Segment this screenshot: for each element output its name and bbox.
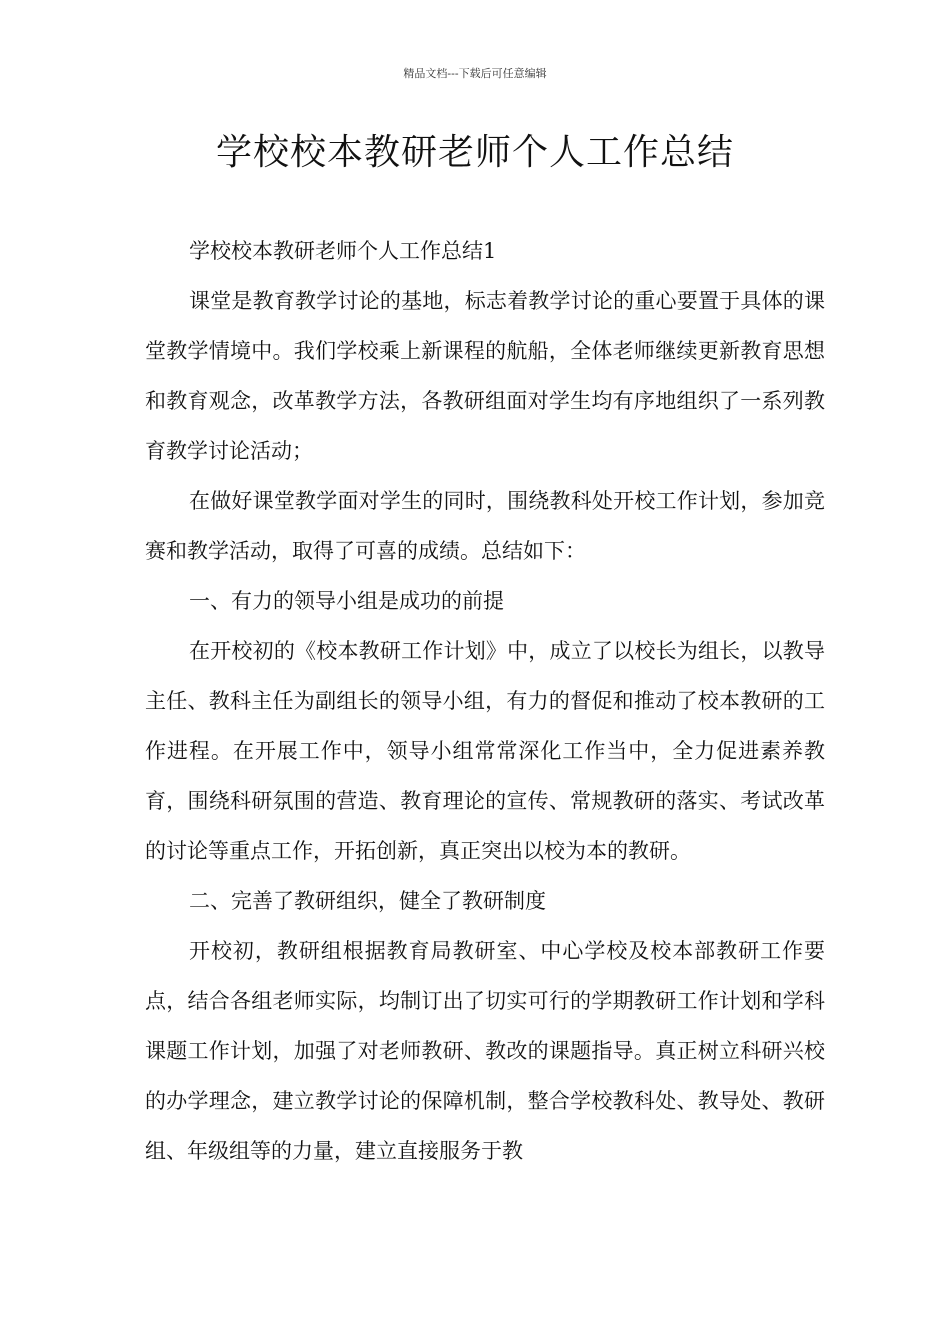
body-paragraph: 课堂是教育教学讨论的基地，标志着教学讨论的重心要置于具体的课堂教学情境中。我们学校乘上新课程的航船，全体老师继续更新教育思想和教育观念，改革教学方法，各教研组面对学生均有序地组织了一系列教育教学讨论活动； — [145, 289, 825, 463]
body-paragraph: 在做好课堂教学面对学生的同时，围绕教科处开校工作计划，参加竞赛和教学活动，取得了可喜的成绩。总结如下： — [145, 489, 825, 563]
document-title: 学校校本教研老师个人工作总结 — [215, 132, 734, 173]
body-paragraph: 开校初，教研组根据教育局教研室、中心学校及校本部教研工作要点，结合各组老师实际，均制订出了切实可行的学期教研工作计划和学科课题工作计划，加强了对老师教研、教改的课题指导。真正树立科研兴校的办学理念，建立教学讨论的保障机制，整合学校教科处、教导处、教研组、年级组等的力量，建立直接服务于教 — [145, 939, 825, 1163]
page-header-note: 精品文档---下载后可任意编辑 — [403, 67, 547, 80]
section-heading: 二、完善了教研组织，健全了教研制度 — [189, 889, 546, 913]
section-heading: 一、有力的领导小组是成功的前提 — [189, 589, 504, 613]
subtitle-paragraph: 学校校本教研老师个人工作总结1 — [189, 239, 497, 263]
document-body — [145, 226, 825, 1176]
body-paragraph: 在开校初的《校本教研工作计划》中，成立了以校长为组长，以教导主任、教科主任为副组长的领导小组，有力的督促和推动了校本教研的工作进程。在开展工作中，领导小组常常深化工作当中，全力促进素养教育，围绕科研氛围的营造、教育理论的宣传、常规教研的落实、考试改革的讨论等重点工作，开拓创新，真正突出以校为本的教研。 — [145, 639, 825, 863]
